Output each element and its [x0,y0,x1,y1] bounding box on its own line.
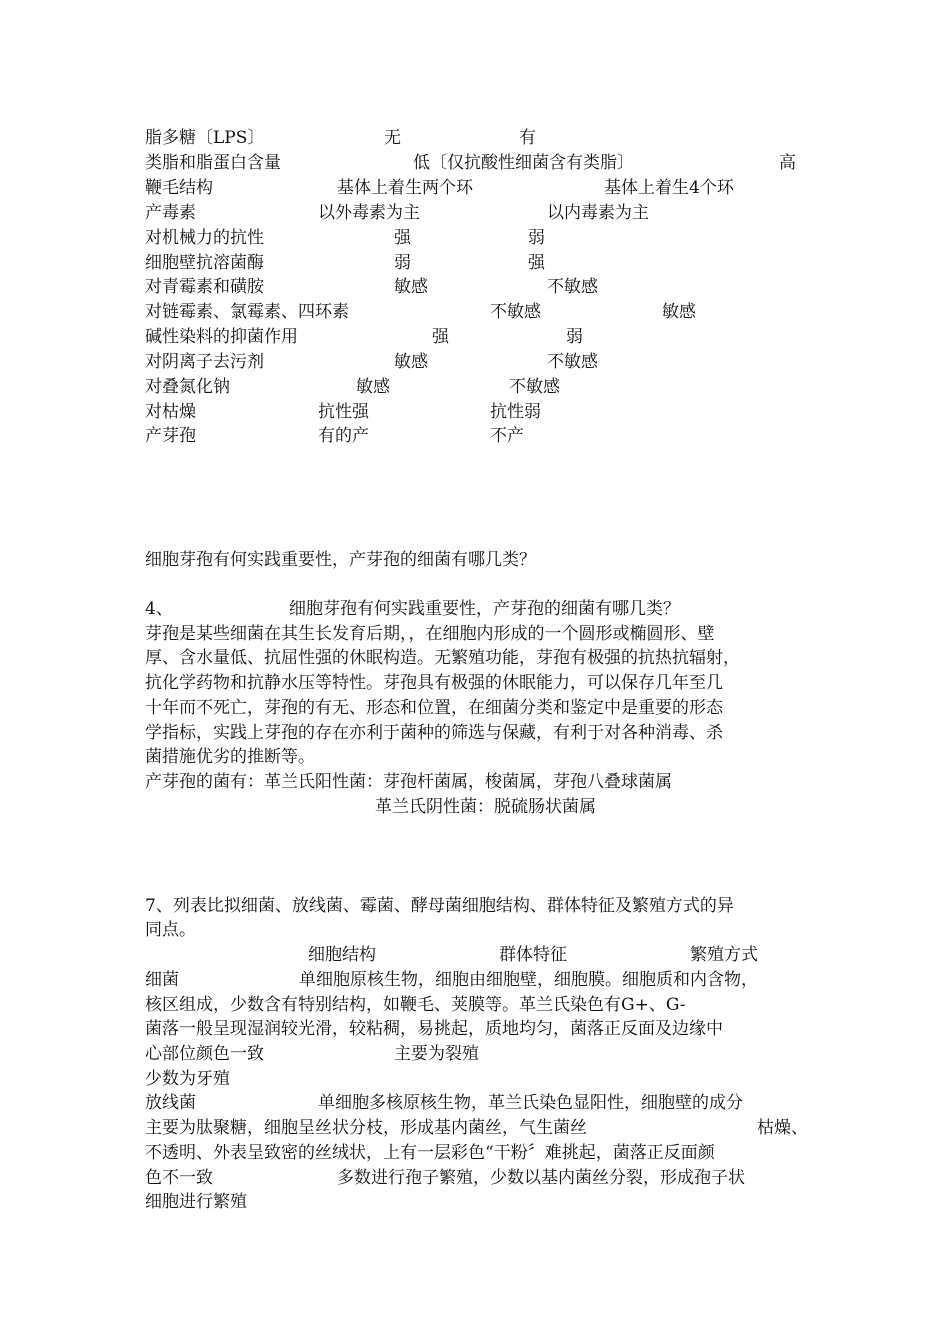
row-label: 产毒素 [145,203,196,223]
row-label: 类脂和脂蛋白含量 [145,153,281,173]
actinomycetes-reproduction: 细胞进行繁殖 [145,1192,247,1212]
answer-line: 菌措施优劣的推断等。 [145,747,315,767]
bacteria-text: 菌落一般呈现湿润较光滑，较粘稠，易挑起，质地均匀，菌落正反面及边缘中 [145,1019,723,1039]
row-label: 碱性染料的抑菌作用 [145,327,298,347]
question-4-number: 4、 [145,599,173,619]
row-label: 脂多糖〔LPS〕 [145,128,265,148]
row-value-gram-negative: 不敏感 [547,277,598,297]
row-label: 对枯燥 [145,402,196,422]
bacteria-reproduction: 少数为牙殖 [145,1069,230,1089]
question-4-title: 细胞芽孢有何实践重要性，产芽孢的细菌有哪几类？ [289,599,680,619]
row-value-gram-negative: 强 [528,253,545,273]
row-label: 鞭毛结构 [145,178,213,198]
row-value-gram-positive: 敏感 [394,352,428,372]
row-value-gram-positive: 敏感 [356,377,390,397]
row-value-gram-positive: 无 [384,128,401,148]
answer-line: 学指标，实践上芽孢的存在亦利于菌种的筛选与保藏，有利于对各种消毒、杀 [145,723,723,743]
row-value-gram-positive: 基体上着生两个环 [337,178,473,198]
row-value-gram-negative: 弱 [528,228,545,248]
row-label: 对链霉素、氯霉素、四环素 [145,302,349,322]
actinomycetes-colony: 不透明、外表呈致密的丝绒状，上有一层彩色“干粉〞难挑起，菌落正反面颜 [145,1143,715,1163]
actinomycetes-colony: 枯燥、 [757,1118,808,1138]
answer-line: 十年而不死亡，芽孢的有无、形态和位置，在细菌分类和鉴定中是重要的形态 [145,698,723,718]
row-value-gram-negative: 以内毒素为主 [547,203,649,223]
answer-line: 抗化学药物和抗静水压等特性。芽孢具有极强的休眠能力，可以保存几年至几 [145,673,723,693]
row-label: 细胞壁抗溶菌酶 [145,253,264,273]
row-value-gram-positive: 不敏感 [490,302,541,322]
answer-line: 厚、含水量低、抗屈性强的休眠构造。无繁殖功能，芽孢有极强的抗热抗辐射， [145,648,740,668]
row-value-gram-positive: 抗性强 [318,402,369,422]
column-header-reproduction: 繁殖方式 [690,945,758,965]
row-value-gram-negative: 敏感 [662,302,696,322]
row-value-gram-negative: 高 [779,153,796,173]
spore-producers-positive: 产芽孢的菌有：革兰氏阳性菌：芽孢杆菌属，梭菌属，芽孢八叠球菌属 [145,772,672,792]
column-header-structure: 细胞结构 [308,945,376,965]
row-value-gram-positive: 低〔仅抗酸性细菌含有类脂〕 [413,153,634,173]
row-label: 产芽孢 [145,426,196,446]
actinomycetes-text: 单细胞多核原核生物，革兰氏染色显阳性，细胞壁的成分 [318,1093,743,1113]
question-4-heading: 细胞芽孢有何实践重要性，产芽孢的细菌有哪几类？ [145,550,536,570]
row-label: 对叠氮化钠 [145,377,230,397]
spore-producers-negative: 革兰氏阴性菌：脱硫肠状菌属 [375,797,596,817]
row-value-gram-negative: 不产 [490,426,524,446]
row-value-gram-positive: 以外毒素为主 [318,203,420,223]
bacteria-reproduction: 主要为裂殖 [394,1044,479,1064]
row-label: 对机械力的抗性 [145,228,264,248]
column-header-colony: 群体特征 [499,945,567,965]
row-value-gram-negative: 有 [519,128,536,148]
bacteria-text: 核区组成，少数含有特别结构，如鞭毛、荚膜等。革兰氏染色有G+、G- [145,995,686,1015]
row-value-gram-positive: 强 [432,327,449,347]
row-value-gram-negative: 抗性弱 [490,402,541,422]
actinomycetes-text: 主要为肽聚糖，细胞呈丝状分枝，形成基内菌丝，气生菌丝 [145,1118,587,1138]
row-value-gram-positive: 敏感 [394,277,428,297]
bacteria-label: 细菌 [145,970,179,990]
row-value-gram-positive: 有的产 [318,426,369,446]
row-value-gram-negative: 不敏感 [509,377,560,397]
row-label: 对青霉素和磺胺 [145,277,264,297]
question-7-title-cont: 同点。 [145,920,196,940]
row-value-gram-positive: 弱 [394,253,411,273]
actinomycetes-colony: 色不一致 [145,1168,213,1188]
row-value-gram-positive: 强 [394,228,411,248]
bacteria-text: 心部位颜色一致 [145,1044,264,1064]
row-value-gram-negative: 弱 [566,327,583,347]
actinomycetes-label: 放线菌 [145,1093,196,1113]
question-7-title: 7、列表比拟细菌、放线菌、霉菌、酵母菌细胞结构、群体特征及繁殖方式的异 [145,896,734,916]
answer-line: 芽孢是某些细菌在其生长发育后期，，在细胞内形成的一个圆形或椭圆形、壁 [145,624,715,644]
bacteria-text: 单细胞原核生物，细胞由细胞壁，细胞膜。细胞质和内含物， [299,970,758,990]
row-label: 对阴离子去污剂 [145,352,264,372]
row-value-gram-negative: 不敏感 [547,352,598,372]
actinomycetes-reproduction: 多数进行孢子繁殖，少数以基内菌丝分裂，形成孢子状 [337,1168,745,1188]
row-value-gram-negative: 基体上着生4个环 [604,178,734,198]
